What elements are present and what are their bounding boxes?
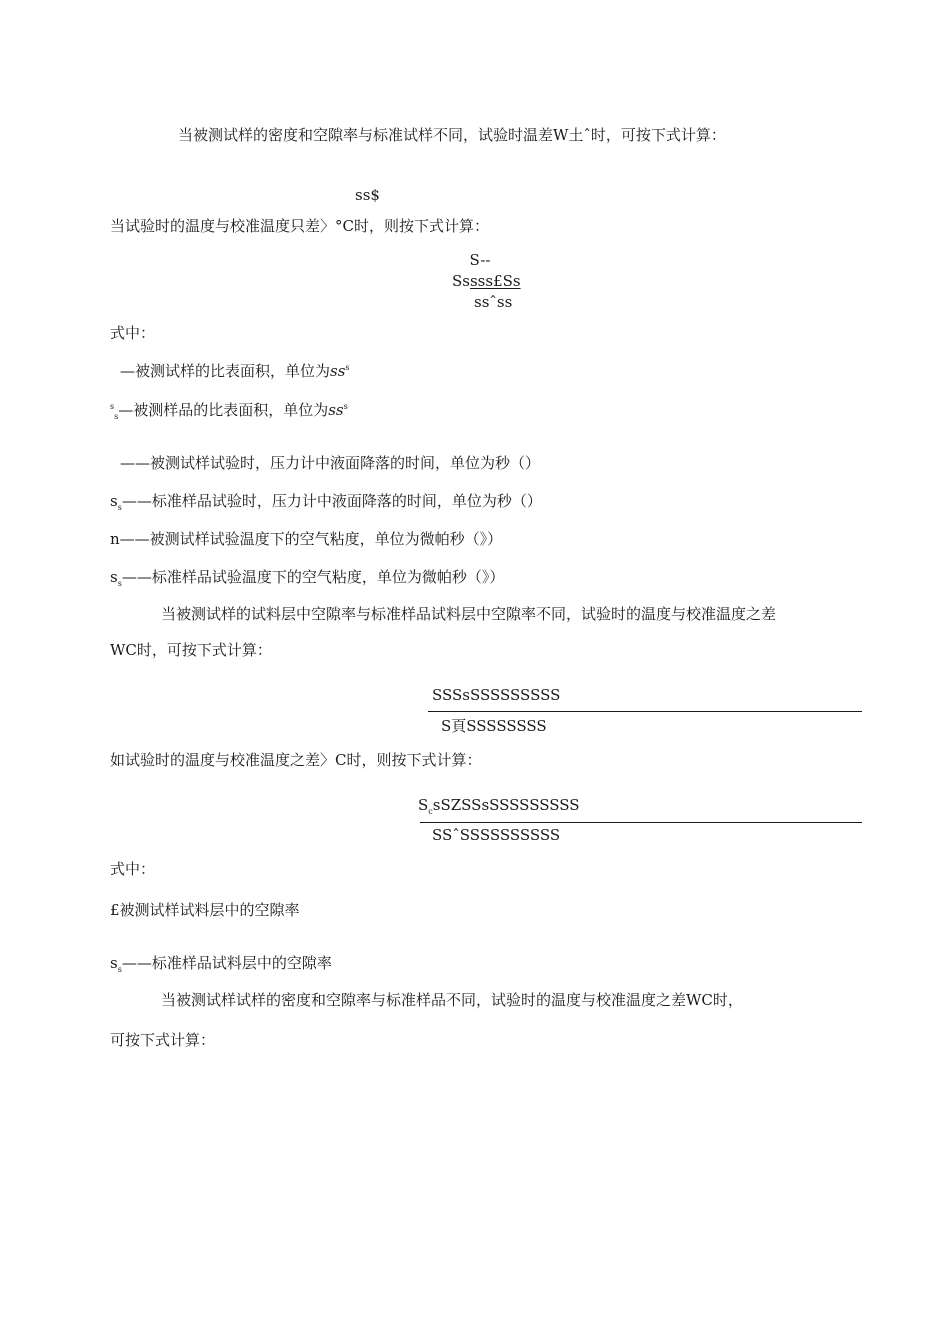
paragraph-porosity-line-2: WC时，可按下式计算： [110,641,272,659]
formula-2-line-3: ssˆss [474,293,513,311]
paragraph-temperature-difference-2: 如试验时的温度与校准温度之差〉C时，则按下式计算： [110,751,482,769]
formula-3-fraction-bar [428,711,862,712]
formula-4-fraction-bar [420,822,862,823]
paragraph-temperature-difference: 当试验时的温度与校准温度只差〉°C时，则按下式计算： [110,217,489,235]
formula-2-line-2-plain: Ss [452,272,470,290]
definition-viscosity-sample: n——被测试样试验温度下的空气粘度，单位为微帕秒（》） [110,530,503,548]
definition-time-standard: $s_s——$标准样品试验时，压力计中液面降落的时间，单位为秒（） [110,492,542,512]
paragraph-porosity-line-1: 当被测试样的试料层中空隙率与标准样品试料层中空隙率不同，试验时的温度与校准温度之差 [161,605,777,623]
definition-specific-surface-standard: $^s_s$—被测样品的比表面积，单位为$ss^s$ [110,401,348,421]
paragraph-density-porosity-2-line-1: 当被测试样试样的密度和空隙率与标准样品不同，试验时的温度与校准温度之差WC时， [161,991,743,1009]
where-heading-2: 式中： [110,860,156,878]
formula-3-numerator: SSSsSSSSSSSSS [432,686,561,704]
formula-2-line-2-underlined: sss£Ss [469,272,521,290]
paragraph-density-porosity: 当被测试样的密度和空隙率与标准试样不同，试验时温差W土ˆ时，可按下式计算： [178,126,726,144]
formula-3-denominator: S頁SSSSSSSS [441,717,547,735]
formula-2-line-2 [452,274,521,289]
formula-fragment: ss$ [355,186,380,204]
definition-time-sample: ——被测试样试验时，压力计中液面降落的时间，单位为秒（） [120,454,541,472]
unit: ss [328,401,344,419]
unit: ss [330,362,346,380]
where-heading: 式中： [110,324,156,342]
definition-porosity-standard: $s_s——$标准样品试料层中的空隙率 [110,954,332,974]
definition-specific-surface-sample: —被测试样的比表面积，单位为$ss^s$ [120,362,350,380]
paragraph-density-porosity-2-line-2: 可按下式计算： [110,1031,216,1049]
formula-4-numerator: $S_csSZSSsSSSSSSSSS$ [418,796,580,816]
formula-4-denominator: SSˆSSSSSSSSSS [432,826,561,844]
formula-2-line-1: S-- [469,251,491,269]
definition-porosity-sample: £被测试样试料层中的空隙率 [110,901,300,919]
definition-viscosity-standard: $s_s——$标准样品试验温度下的空气粘度，单位为微帕秒（》） [110,568,505,588]
